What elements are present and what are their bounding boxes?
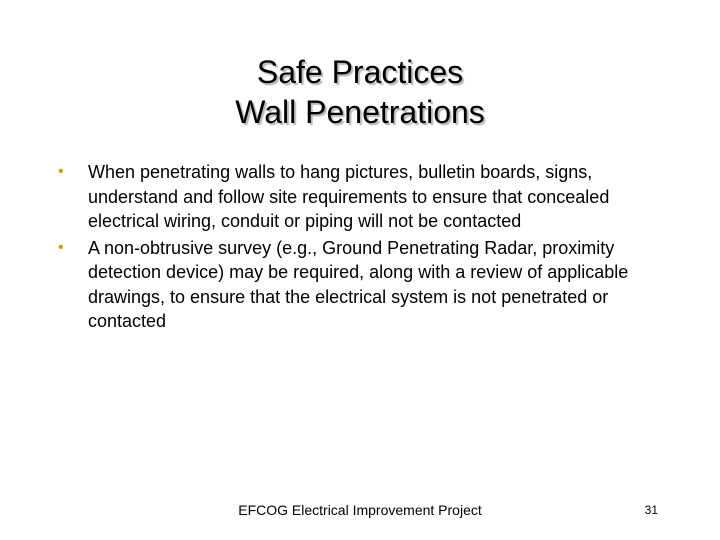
slide-title	[0, 52, 720, 132]
slide-title-line-2: Wall Penetrations	[235, 94, 485, 130]
bullet-icon: •	[58, 163, 64, 180]
bullet-text: When penetrating walls to hang pictures, bulletin boards, signs, understand and follow site requirements to ensure that concealed electrical wiring, conduit or piping will not be contacted	[88, 162, 610, 231]
bullet-item	[58, 236, 648, 334]
bullet-item	[58, 160, 648, 234]
bullet-icon: •	[58, 238, 64, 256]
slide-footer: EFCOG Electrical Improvement Project	[238, 502, 482, 518]
slide-title-line-1: Safe Practices	[256, 54, 464, 90]
bullet-list	[58, 160, 648, 336]
bullet-text: A non-obtrusive survey (e.g., Ground Penetrating Radar, proximity detection device) may be required, along with a review of applicable drawings, to ensure that the electrical system is not penetrated or contacted	[88, 237, 629, 331]
page-number: 31	[644, 503, 658, 517]
